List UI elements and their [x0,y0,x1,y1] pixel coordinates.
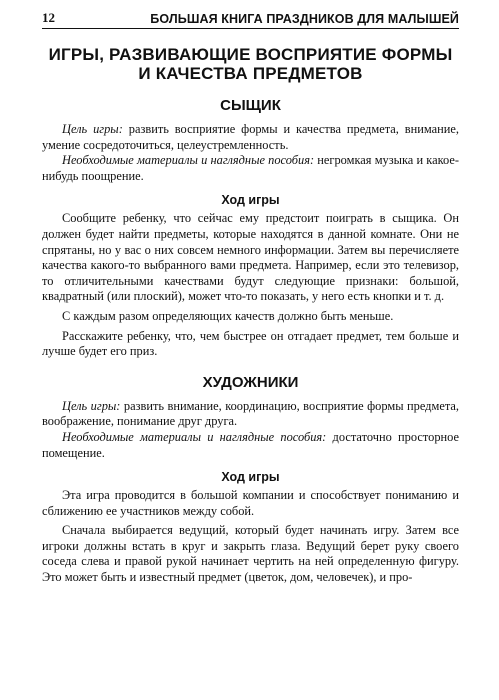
course-title: Ход игры [221,470,280,485]
game-title: ХУДОЖНИКИ [202,373,299,391]
goal-text: развить восприятие формы и качества предмета, внимание, умение сосредоточиться, целеустремленность. [42,122,459,152]
paragraph: С каждым разом определяющих качеств должно быть меньше. [62,308,394,323]
paragraph: Эта игра проводится в большой компании и способствует пониманию и сближению ее участников между собой. [42,488,459,518]
materials-label: Необходимые материалы и наглядные пособия: [62,429,327,444]
goal-label: Цель игры: [62,122,123,136]
paragraph: Сначала выбирается ведущий, который будет начинать игру. Затем все игроки должны встать в круг и закрыть глаза. Ведущий берет руку своего соседа слева и правой рукой начинает чертить на ней определенную фигуру. Это может быть и известный предмет (цветок, дом, человечек), и про- [42,523,459,585]
game-goal [42,399,459,430]
game-goal [42,122,459,153]
book-title: БОЛЬШАЯ КНИГА ПРАЗДНИКОВ ДЛЯ МАЛЫШЕЙ [150,12,459,26]
materials-text: достаточно просторное помещение. [42,429,459,460]
game-artists [42,374,459,586]
chapter-title [42,45,459,83]
chapter-title-line-1: ИГРЫ, РАЗВИВАЮЩИЕ ВОСПРИЯТИЕ ФОРМЫ [48,45,453,64]
paragraph: Сообщите ребенку, что сейчас ему предстоит поиграть в сыщика. Он должен будет найти предметы, которые находятся в данной комнате. Они не спрятаны, но у вас о них совсем немного информации. Затем вы перечисляете качества какого-то выбранного вами предмета. Например, если это телевизор, то отличительными качествами будут следующие признаки: большой, квадратный (или плоский), может что-то показать, у него есть кнопки и т. д. [42,211,459,304]
game-detective [42,97,459,360]
game-materials [42,153,459,184]
game-title: СЫЩИК [220,97,281,114]
paragraph: Расскажите ребенку, что, чем быстрее он отгадает предмет, тем больше и лучше будет его приз. [42,328,459,359]
goal-label: Цель игры: [62,398,121,413]
materials-text: негромкая музыка и какое-нибудь поощрение. [42,153,459,183]
goal-text: развить внимание, координацию, восприятие формы предмета, воображение, понимание друг друга. [42,398,459,429]
chapter-title-line-2: И КАЧЕСТВА ПРЕДМЕТОВ [138,64,363,83]
running-header [42,10,459,29]
course-title: Ход игры [221,193,280,208]
page-number: 12 [42,10,55,25]
materials-label: Необходимые материалы и наглядные пособия: [62,153,315,168]
game-materials [42,430,459,461]
